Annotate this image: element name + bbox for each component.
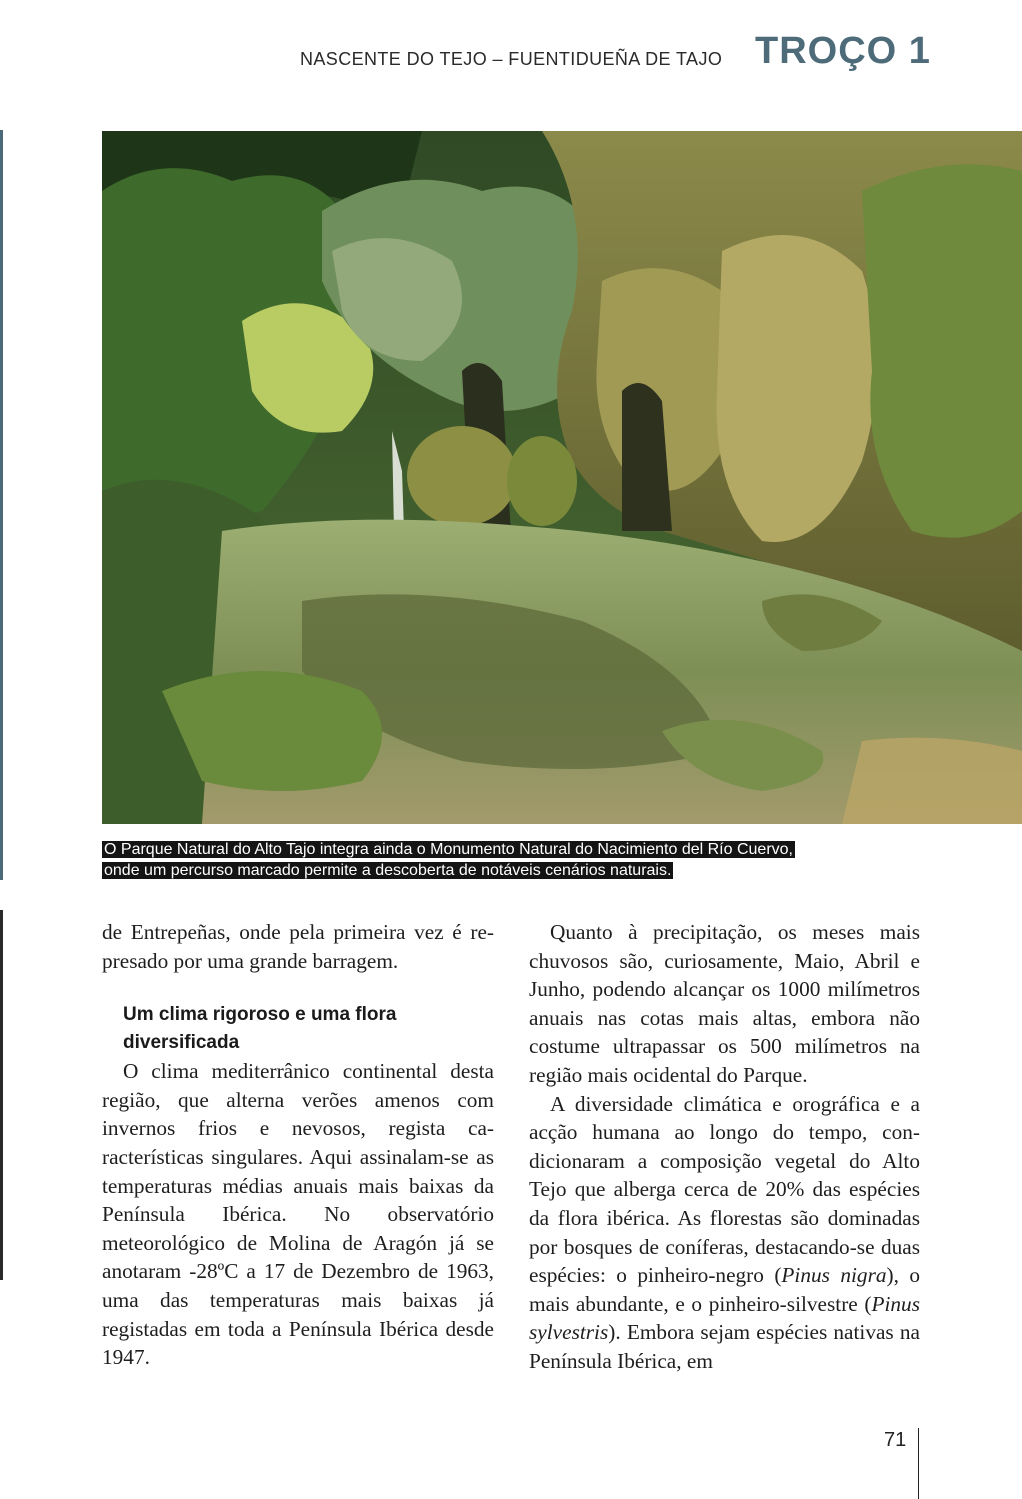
landscape-photo [102, 131, 1022, 824]
waterfall-river-illustration [102, 131, 1022, 824]
species-name-pinus-sylvestris: Pinus sylvestris [529, 1291, 920, 1345]
vegetation-paragraph [529, 1090, 920, 1376]
photo-caption [102, 839, 902, 881]
vegetation-text-b: ), o mais abundante, e o pinheiro-silvestre ( [529, 1263, 920, 1316]
precipitation-paragraph: Quanto à precipitação, os meses mais chuvosos são, curiosamente, Maio, Abril e Junho, podendo alcançar os 1000 milímetros anuais nas cotas mais altas, embora não costume ultrapassar os 500 milímetros na região mais ocidental do Parque. [529, 920, 920, 1087]
page-number-rule [918, 1428, 919, 1499]
climate-paragraph: O clima mediterrânico continental desta região, que alterna verões amenos com invernos frios e nevosos, regista características singulares. Aqui assinalam-se as temperaturas médias anuais mais baixas da Península Ibérica. No observatório meteorológico de Molina de Aragón já se anotaram -28ºC a 17 de Dezembro de 1963, uma das temperaturas mais baixas já registadas em toda a Península Ibérica desde 1947. [102, 1059, 494, 1370]
caption-line-1: O Parque Natural do Alto Tajo integra ainda o Monumento Natural do Nacimiento del Río Cuervo, [104, 841, 793, 858]
subheading-line-1: Um clima rigoroso e uma flora [123, 1004, 397, 1026]
species-name-pinus-nigra: Pinus nigra [781, 1263, 887, 1288]
subheading-line-2: diversificada [123, 1032, 240, 1054]
caption-line-2: onde um percurso marcado permite a descoberta de notáveis cenários naturais. [104, 862, 672, 879]
left-edge-strip-lower [0, 910, 3, 1280]
text-column-right [529, 918, 920, 1376]
page-number: 71 [884, 1429, 907, 1451]
vegetation-text-c: ). Embora sejam espécies nativas na Península Ibérica, em [529, 1320, 920, 1373]
left-edge-strip [0, 130, 3, 880]
section-subheading [123, 1001, 494, 1057]
section-label: TROÇO 1 [755, 30, 931, 72]
vegetation-text-a: A diversidade climática e orográfica e a acção humana ao longo do tempo, condicionaram a composição vegetal do Alto Tejo que alberga cerca de 20% das espécies da flora ibérica. As florestas são dominadas por bosques de coníferas, destacando-se duas espécies: o pinheiro-negro ( [529, 1091, 920, 1288]
continued-paragraph: de Entrepeñas, onde pela primeira vez é represado por uma grande barragem. [102, 920, 494, 973]
running-header-title: NASCENTE DO TEJO – FUENTIDUEÑA DE TAJO [300, 49, 723, 69]
text-column-left [102, 918, 494, 1372]
